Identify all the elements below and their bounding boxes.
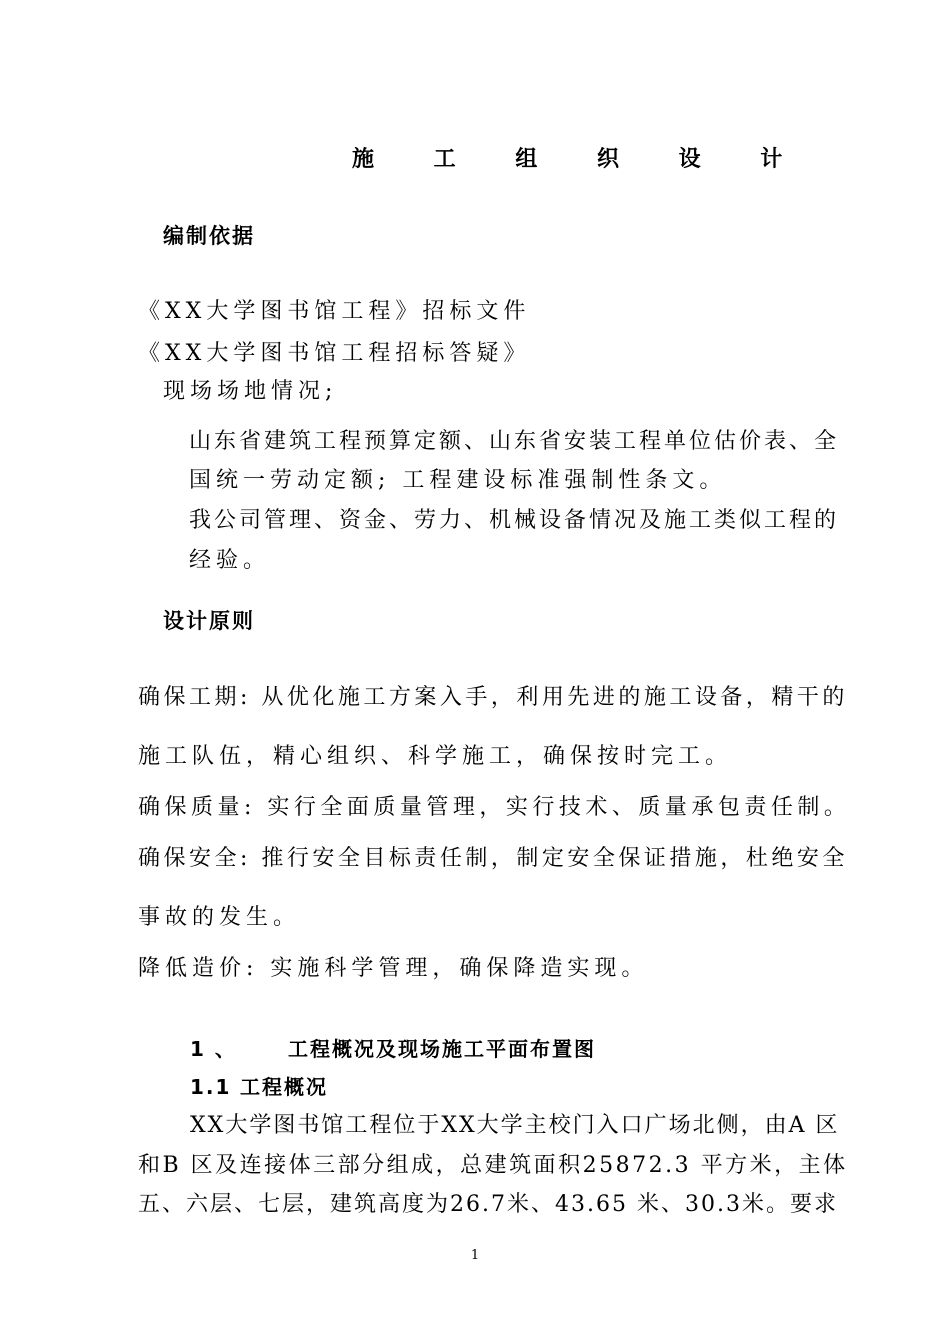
- overview-line-3: 五、六层、七层，建筑高度为26.7米、43.65 米、30.3米。要求: [138, 1192, 838, 1217]
- basis-item-4-line1: 山东省建筑工程预算定额、山东省安装工程单位估价表、全: [189, 429, 840, 454]
- basis-item-5-line1: 我公司管理、资金、劳力、机械设备情况及施工类似工程的: [189, 508, 840, 533]
- principle-schedule-line2: 施工队伍，精心组织、科学施工，确保按时完工。: [138, 744, 733, 769]
- chapter-number: 1 、: [190, 1037, 237, 1061]
- principle-quality: 确保质量: 实行全面质量管理，实行技术、质量承包责任制。: [138, 795, 851, 820]
- overview-line-2: 和B 区及连接体三部分组成，总建筑面积25872.3 平方米，主体: [138, 1153, 848, 1178]
- subsection-number: 1.1: [190, 1075, 232, 1099]
- subsection-heading: 工程概况: [240, 1075, 328, 1099]
- basis-item-2: 《XX大学图书馆工程招标答疑》: [138, 341, 531, 366]
- basis-item-5-line2: 经验。: [189, 548, 271, 573]
- section-heading-principles: 设计原则: [163, 609, 255, 633]
- principle-cost: 降低造价: 实施科学管理，确保降造实现。: [138, 956, 649, 981]
- basis-item-4-line2: 国统一劳动定额; 工程建设标准强制性条文。: [189, 468, 727, 493]
- principle-safety-line2: 事故的发生。: [138, 905, 301, 930]
- document-title: 施 工 组 织 设 计: [352, 147, 809, 172]
- page-number: 1: [470, 1248, 480, 1263]
- chapter-heading: 工程概况及现场施工平面布置图: [288, 1037, 596, 1061]
- basis-item-1: 《XX大学图书馆工程》招标文件: [138, 299, 531, 324]
- section-heading-basis: 编制依据: [163, 224, 255, 248]
- basis-item-3: 现场场地情况;: [163, 379, 338, 404]
- overview-line-1: XX大学图书馆工程位于XX大学主校门入口广场北侧，由A 区: [190, 1113, 840, 1138]
- principle-safety-line1: 确保安全: 推行安全目标责任制，制定安全保证措施，杜绝安全: [138, 846, 848, 871]
- principle-schedule-line1: 确保工期: 从优化施工方案入手，利用先进的施工设备，精干的: [138, 685, 848, 710]
